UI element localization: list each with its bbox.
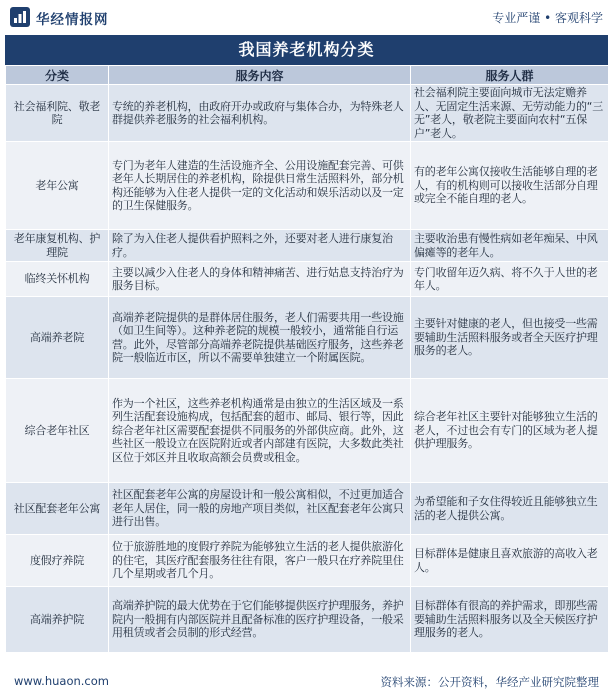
table-row — [6, 230, 609, 262]
category-cell: 高端养老院 — [6, 297, 109, 379]
column-header-category: 分类 — [6, 66, 109, 85]
table-row — [6, 262, 609, 297]
category-cell: 临终关怀机构 — [6, 262, 109, 297]
category-cell: 度假疗养院 — [6, 535, 109, 587]
brand-name: 华经情报网 — [36, 12, 109, 28]
content-cell: 社区配套老年公寓的房屋设计和一般公寓相似，不过更加适合老年人居住，同一般的房地产项目类似，社区配套老年公寓只进行出售。 — [109, 483, 411, 535]
content-cell: 位于旅游胜地的度假疗养院为能够独立生活的老人提供旅游化的住宅，其医疗配套服务往往有限，客户一般只在疗养院里住几个星期或者几个月。 — [109, 535, 411, 587]
footer — [0, 666, 613, 696]
category-cell: 社区配套老年公寓 — [6, 483, 109, 535]
slogan: 专业严谨 • 客观科学 — [492, 11, 603, 25]
table-row — [6, 297, 609, 379]
people-cell: 有的老年公寓仅接收生活能够自理的老人，有的机构则可以接收生活部分自理或完全不能自理的老人。 — [411, 142, 609, 230]
content-cell: 专统的养老机构，由政府开办或政府与集体合办，为特殊老人群提供养老服务的社会福利机构。 — [109, 85, 411, 142]
table-header-row — [6, 66, 609, 85]
content-cell: 主要以减少入住老人的身体和精神痛苦、进行姑息支持治疗为服务目标。 — [109, 262, 411, 297]
table-row — [6, 85, 609, 142]
table-row — [6, 535, 609, 587]
content-cell: 高端养老院提供的是群体居住服务，老人们需要共用一些设施（如卫生间等）。这种养老院的规模一般较小，通常能自行运营。此外，尽管部分高端养老院提供基础医疗服务，这些养老院一般临近市区，所以不需要单独建立一个附属医院。 — [109, 297, 411, 379]
website-link[interactable]: www.huaon.com — [14, 674, 109, 688]
column-header-content: 服务内容 — [109, 66, 411, 85]
page-title: 我国养老机构分类 — [5, 35, 608, 65]
data-source: 资料来源：公开资料，华经产业研究院整理 — [380, 675, 599, 689]
table-row — [6, 483, 609, 535]
people-cell: 为希望能和子女住得较近且能够独立生活的老人提供公寓。 — [411, 483, 609, 535]
brand-logo-icon — [10, 7, 30, 27]
people-cell: 目标群体是健康且喜欢旅游的高收入老人。 — [411, 535, 609, 587]
people-cell: 社会福利院主要面向城市无法定赡养人、无固定生活来源、无劳动能力的“三无”老人，敬老院主要面向农村“五保户”老人。 — [411, 85, 609, 142]
people-cell: 综合老年社区主要针对能够独立生活的老人，不过也会有专门的区域为老人提供护理服务。 — [411, 379, 609, 483]
category-cell: 社会福利院、敬老院 — [6, 85, 109, 142]
category-cell: 老年公寓 — [6, 142, 109, 230]
content-cell: 作为一个社区，这些养老机构通常是由独立的生活区域及一系列生活配套设施构成，包括配套的超市、邮局、银行等，因此综合老年社区需要配套提供不同服务的外部供应商。此外，这些社区一般设立在医院附近或者内部建有医院，大多数此类社区位于郊区并且收取高额会员费或租金。 — [109, 379, 411, 483]
classification-table — [5, 65, 609, 653]
people-cell: 专门收留年迈久病、将不久于人世的老年人。 — [411, 262, 609, 297]
content-cell: 除了为入住老人提供看护照料之外，还要对老人进行康复治疗。 — [109, 230, 411, 262]
top-bar — [0, 0, 613, 34]
people-cell: 主要收治患有慢性病如老年痴呆、中风偏瘫等的老年人。 — [411, 230, 609, 262]
category-cell: 综合老年社区 — [6, 379, 109, 483]
table-row — [6, 379, 609, 483]
content-cell: 专门为老年人建造的生活设施齐全、公用设施配套完善、可供老年人长期居住的养老机构，除提供日常生活照料外，部分机构还能够为入住老人提供一定的文化活动和娱乐活动以及一定的卫生保健服务。 — [109, 142, 411, 230]
table-row — [6, 142, 609, 230]
category-cell: 老年康复机构、护理院 — [6, 230, 109, 262]
people-cell: 主要针对健康的老人，但也接受一些需要辅助生活照料服务或者全天医疗护理服务的老人。 — [411, 297, 609, 379]
people-cell: 目标群体有很高的养护需求，即那些需要辅助生活照料服务以及全天候医疗护理服务的老人。 — [411, 587, 609, 653]
table-row — [6, 587, 609, 653]
column-header-people: 服务人群 — [411, 66, 609, 85]
content-cell: 高端养护院的最大优势在于它们能够提供医疗护理服务，养护院内一般拥有内部医院并且配备标准的医疗护理设备，一般采用租赁或者会员制的形式经营。 — [109, 587, 411, 653]
category-cell: 高端养护院 — [6, 587, 109, 653]
